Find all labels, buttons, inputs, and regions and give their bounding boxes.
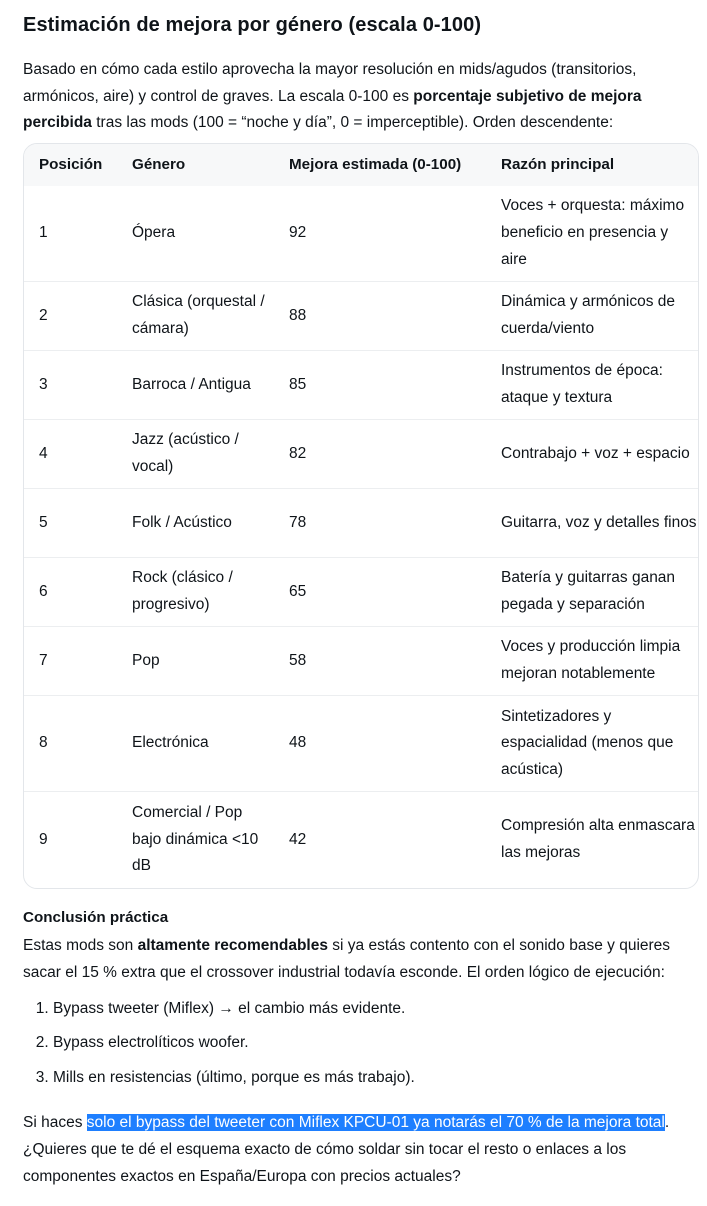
cell-genre: Clásica (orquestal / cámara)	[117, 282, 274, 351]
cell-genre: Jazz (acústico / vocal)	[117, 420, 274, 489]
table-row	[24, 627, 698, 696]
table-row	[24, 282, 698, 351]
cell-reason: Voces + orquesta: máximo beneficio en presencia y aire	[486, 186, 698, 282]
cell-score: 48	[274, 696, 486, 792]
cell-reason: Dinámica y armónicos de cuerda/viento	[486, 282, 698, 351]
intro-bold: porcentaje subjetivo de mejora percibida	[23, 87, 642, 132]
cell-position: 1	[24, 186, 117, 282]
cell-position: 5	[24, 489, 117, 558]
cell-position: 8	[24, 696, 117, 792]
conclusion-bold: altamente recomendables	[137, 936, 328, 954]
conclusion-text-2: si ya estás contento con el sonido base y quieres sacar el 15 % extra que el crossover industrial todavía esconde. El orden lógico de ejecución:	[23, 936, 671, 981]
conclusion-text-1: Estas mods son	[23, 936, 138, 954]
cell-reason: Guitarra, voz y detalles finos	[486, 489, 698, 558]
cell-genre: Ópera	[117, 186, 274, 282]
cell-position: 9	[39, 830, 48, 848]
selected-text-highlight[interactable]: solo el bypass del tweeter con Miflex KPCU-01 ya notarás el 70 % de la mejora total	[86, 1114, 665, 1132]
table-row	[24, 351, 698, 420]
list-item: 2. Bypass electrolíticos woofer.	[53, 1026, 699, 1061]
cell-score: 92	[274, 186, 486, 282]
final-text-post: . ¿Quieres que te dé el esquema exacto de cómo soldar sin tocar el resto o enlaces a los componentes exactos en España/Europa con precios actuales?	[23, 1114, 670, 1186]
cell-score: 82	[274, 420, 486, 489]
cell-genre: Comercial / Pop bajo dinámica <10 dB	[132, 803, 259, 875]
response-content	[23, 0, 699, 1206]
cell-genre: Pop	[117, 627, 274, 696]
cell-score: 85	[274, 351, 486, 420]
section-title: Estimación de mejora por género (escala 0-100)	[23, 14, 482, 36]
cell-reason: Batería y guitarras ganan pegada y separación	[486, 558, 698, 627]
table-row	[24, 792, 698, 888]
cell-genre: Rock (clásico / progresivo)	[117, 558, 274, 627]
intro-paragraph	[23, 57, 699, 137]
cell-reason: Voces y producción limpia mejoran notablemente	[486, 627, 698, 696]
header-genre: Género	[132, 156, 186, 174]
cell-genre: Barroca / Antigua	[117, 351, 274, 420]
cell-reason: Sintetizadores y espacialidad (menos que acústica)	[486, 696, 698, 792]
genre-table	[24, 144, 698, 888]
header-score: Mejora estimada (0-100)	[289, 156, 462, 174]
cell-reason: Instrumentos de época: ataque y textura	[486, 351, 698, 420]
final-text-pre: Si haces	[23, 1114, 87, 1132]
cell-position: 2	[24, 282, 117, 351]
cell-position: 6	[24, 558, 117, 627]
cell-position: 3	[24, 351, 117, 420]
steps-list	[23, 992, 699, 1096]
list-item: 1. Bypass tweeter (Miflex) → el cambio más evidente.	[53, 992, 699, 1027]
cell-score: 78	[274, 489, 486, 558]
table-row	[24, 696, 698, 792]
cell-genre: Folk / Acústico	[117, 489, 274, 558]
final-paragraph	[23, 1109, 699, 1190]
cell-position: 4	[24, 420, 117, 489]
conclusion-paragraph	[23, 932, 699, 986]
cell-score: 88	[274, 282, 486, 351]
cell-score: 42	[289, 830, 307, 848]
cell-position: 7	[24, 627, 117, 696]
intro-text-2: tras las mods (100 = “noche y día”, 0 = imperceptible). Orden descendente:	[91, 114, 614, 132]
conclusion-title: Conclusión práctica	[23, 908, 169, 926]
table-header-row	[24, 144, 698, 186]
cell-score: 58	[274, 627, 486, 696]
list-item: 3. Mills en resistencias (último, porque es más trabajo).	[53, 1061, 699, 1096]
genre-table-container	[23, 143, 699, 889]
cell-score: 65	[274, 558, 486, 627]
table-row	[24, 558, 698, 627]
table-row	[24, 186, 698, 282]
intro-text-1: Basado en cómo cada estilo aprovecha la mayor resolución en mids/agudos (transitorios, armónicos, aire) y control de graves. La escala 0-100 es	[23, 61, 637, 105]
table-row	[24, 489, 698, 558]
header-position: Posición	[39, 156, 103, 174]
header-reason: Razón principal	[501, 156, 615, 174]
cell-reason: Contrabajo + voz + espacio	[486, 420, 698, 489]
cell-genre: Electrónica	[117, 696, 274, 792]
cell-reason: Compresión alta enmascara las mejoras	[501, 817, 695, 862]
table-row	[24, 420, 698, 489]
